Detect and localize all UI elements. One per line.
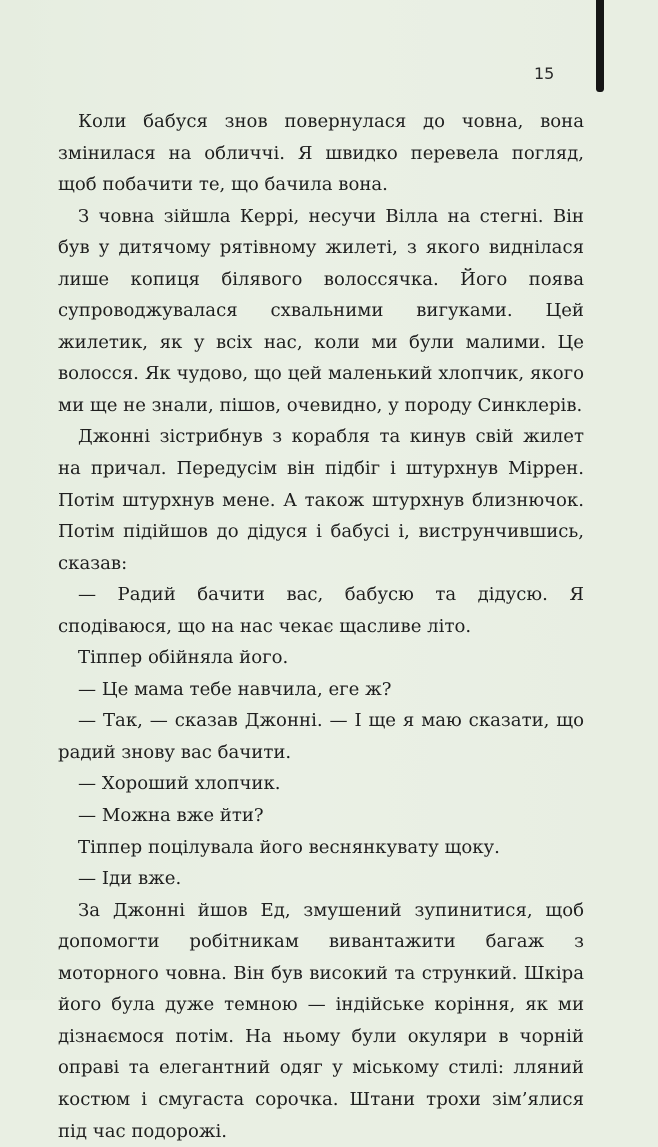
- paragraph: Коли бабуся знов повернулася до човна, вона змінилася на обличчі. Я швидко перевела погляд, щоб побачити те, що бачила вона.: [58, 111, 584, 196]
- dialogue-line: — Радий бачити вас, бабусю та дідусю. Я сподіваюся, що на нас чекає щасливе літо.: [58, 584, 584, 637]
- page-number: 15: [534, 64, 555, 83]
- paragraph: Джонні зістрибнув з корабля та кинув свій жилет на причал. Передусім він підбіг і штурхнув Міррен. Потім штурхнув мене. А також штурхнув близнючок. Потім підійшов до дідуся і бабусі і, виструнчившись, сказав:: [58, 426, 584, 574]
- dialogue-line: — Іди вже.: [78, 868, 182, 890]
- paragraph: За Джонні йшов Ед, змушений зупинитися, щоб допомогти робітникам вивантажити багаж з моторного човна. Він був високий та стрункий. Шкіра його була дуже темною — індійське коріння, як ми дізнаємося потім. На ньому були окуляри в чорній оправі та елегантний одяг у міському стилі: лляний костюм і смугаста сорочка. Штани трохи зім’ялися під час подорожі.: [58, 899, 584, 1142]
- paragraph: Тіппер обійняла його.: [78, 647, 289, 669]
- paragraph: Тіппер поцілувала його веснянкувату щоку.: [78, 836, 500, 858]
- dialogue-line: — Хороший хлопчик.: [78, 773, 281, 795]
- dialogue-line: — Можна вже йти?: [78, 805, 264, 827]
- dialogue-line: — Це мама тебе навчила, еге ж?: [78, 678, 392, 700]
- paragraph: З човна зійшла Керрі, несучи Вілла на стегні. Він був у дитячому рятівному жилеті, з якого виднілася лише копиця білявого волоссячка. Його поява супроводжувалася схвальними вигуками. Цей жилетик, як у всіх нас, коли ми були малими. Це волосся. Як чудово, що цей маленький хлопчик, якого ми ще не знали, пішов, очевидно, у породу Синклерів.: [58, 205, 584, 416]
- page-edge-marker: [596, 0, 604, 92]
- body-text: [58, 106, 584, 1147]
- dialogue-line: — Так, — сказав Джонні. — І ще я маю сказати, що радий знову вас бачити.: [58, 710, 584, 763]
